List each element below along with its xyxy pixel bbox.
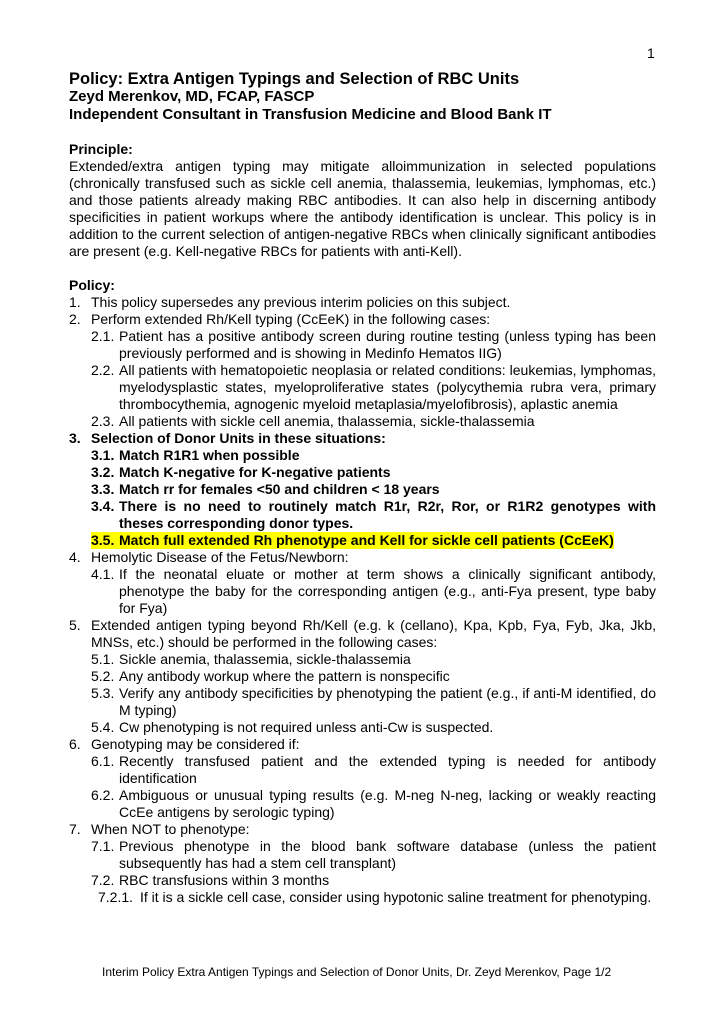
policy-item-2-3: 2.3. All patients with sickle cell anemia, thalassemia, sickle-thalassemia <box>91 413 535 429</box>
policy-item-7-2-1: 7.2.1. If it is a sickle cell case, consider using hypotonic saline treatment for phenotyping. <box>98 889 652 905</box>
policy-heading: Policy: <box>69 277 115 293</box>
policy-item-7-1: 7.1. Previous phenotype in the blood bank software database (unless the patient subsequently has had a stem cell transplant) <box>91 838 656 871</box>
policy-item-5-2: 5.2. Any antibody workup where the pattern is nonspecific <box>91 668 450 684</box>
policy-item-3-3: 3.3. Match rr for females <50 and children < 18 years <box>91 481 440 497</box>
principle-text: Extended/extra antigen typing may mitigate alloimmunization in selected populations (chronically transfused such as sickle cell anemia, thalassemia, leukemias, lymphomas, etc.) and those patients already making RBC antibodies. It can also help in discerning antibody specificities in patient workups where the antibody identification is unclear. This policy is in addition to the current selection of antigen-negative RBCs when clinically significant antibodies are present (e.g. Kell-negative RBCs for patients with anti-Kell). <box>69 158 656 259</box>
highlight-mark: 3.5. Match full extended Rh phenotype and Kell for sickle cell patients (CcEeK) <box>91 532 614 548</box>
policy-item-7-2: 7.2. RBC transfusions within 3 months <box>91 872 330 888</box>
policy-item-5-3: 5.3. Verify any antibody specificities by phenotyping the patient (e.g., if anti-M identified, do M typing) <box>91 685 656 718</box>
policy-item-4: 4. Hemolytic Disease of the Fetus/Newborn: <box>69 549 349 565</box>
policy-item-3-5-highlighted <box>69 532 656 549</box>
policy-item-3-1: 3.1. Match R1R1 when possible <box>91 447 300 463</box>
policy-item-3-4: 3.4. There is no need to routinely match R1r, R2r, Ror, or R1R2 genotypes with theses corresponding donor types. <box>91 498 656 531</box>
principle-heading: Principle: <box>69 141 133 157</box>
policy-item-6-1: 6.1. Recently transfused patient and the extended typing is needed for antibody identification <box>91 753 656 786</box>
author-name: Zeyd Merenkov, MD, FCAP, FASCP <box>69 88 315 105</box>
document-body <box>69 70 656 906</box>
author-affiliation: Independent Consultant in Transfusion Medicine and Blood Bank IT <box>69 106 552 123</box>
page-number: 1 <box>647 45 655 61</box>
policy-item-1: 1. This policy supersedes any previous interim policies on this subject. <box>69 294 511 310</box>
policy-item-3-2: 3.2. Match K-negative for K-negative patients <box>91 464 391 480</box>
policy-item-5-4: 5.4. Cw phenotyping is not required unless anti-Cw is suspected. <box>91 719 494 735</box>
document-title: Policy: Extra Antigen Typings and Selection of RBC Units <box>69 70 520 88</box>
policy-item-7: 7. When NOT to phenotype: <box>69 821 250 837</box>
page-footer: Interim Policy Extra Antigen Typings and Selection of Donor Units, Dr. Zeyd Merenkov, Page 1/2 <box>102 965 612 979</box>
policy-item-6: 6. Genotyping may be considered if: <box>69 736 300 752</box>
policy-item-3: 3. Selection of Donor Units in these situations: <box>69 430 386 446</box>
policy-item-6-2: 6.2. Ambiguous or unusual typing results (e.g. M-neg N-neg, lacking or weakly reacting CcEe antigens by serologic typing) <box>91 787 656 820</box>
policy-item-5-1: 5.1. Sickle anemia, thalassemia, sickle-thalassemia <box>91 651 411 667</box>
policy-item-2: 2. Perform extended Rh/Kell typing (CcEeK) in the following cases: <box>69 311 491 327</box>
policy-item-2-2: 2.2. All patients with hematopoietic neoplasia or related conditions: leukemias, lymphomas, myelodysplastic states, myeloproliferative states (polycythemia rubra vera, primary thrombocythemia, agnogenic myeloid metaplasia/myelofibrosis), aplastic anemia <box>91 362 656 412</box>
policy-item-2-1: 2.1. Patient has a positive antibody screen during routine testing (unless typing has been previously performed and is showing in Medinfo Hematos IIG) <box>91 328 656 361</box>
policy-item-4-1: 4.1. If the neonatal eluate or mother at term shows a clinically significant antibody, phenotype the baby for the corresponding antigen (e.g., anti-Fya present, type baby for Fya) <box>91 566 656 616</box>
policy-item-5: 5. Extended antigen typing beyond Rh/Kell (e.g. k (cellano), Kpa, Kpb, Fya, Fyb, Jka, Jkb, MNSs, etc.) should be performed in the following cases: <box>69 617 656 650</box>
